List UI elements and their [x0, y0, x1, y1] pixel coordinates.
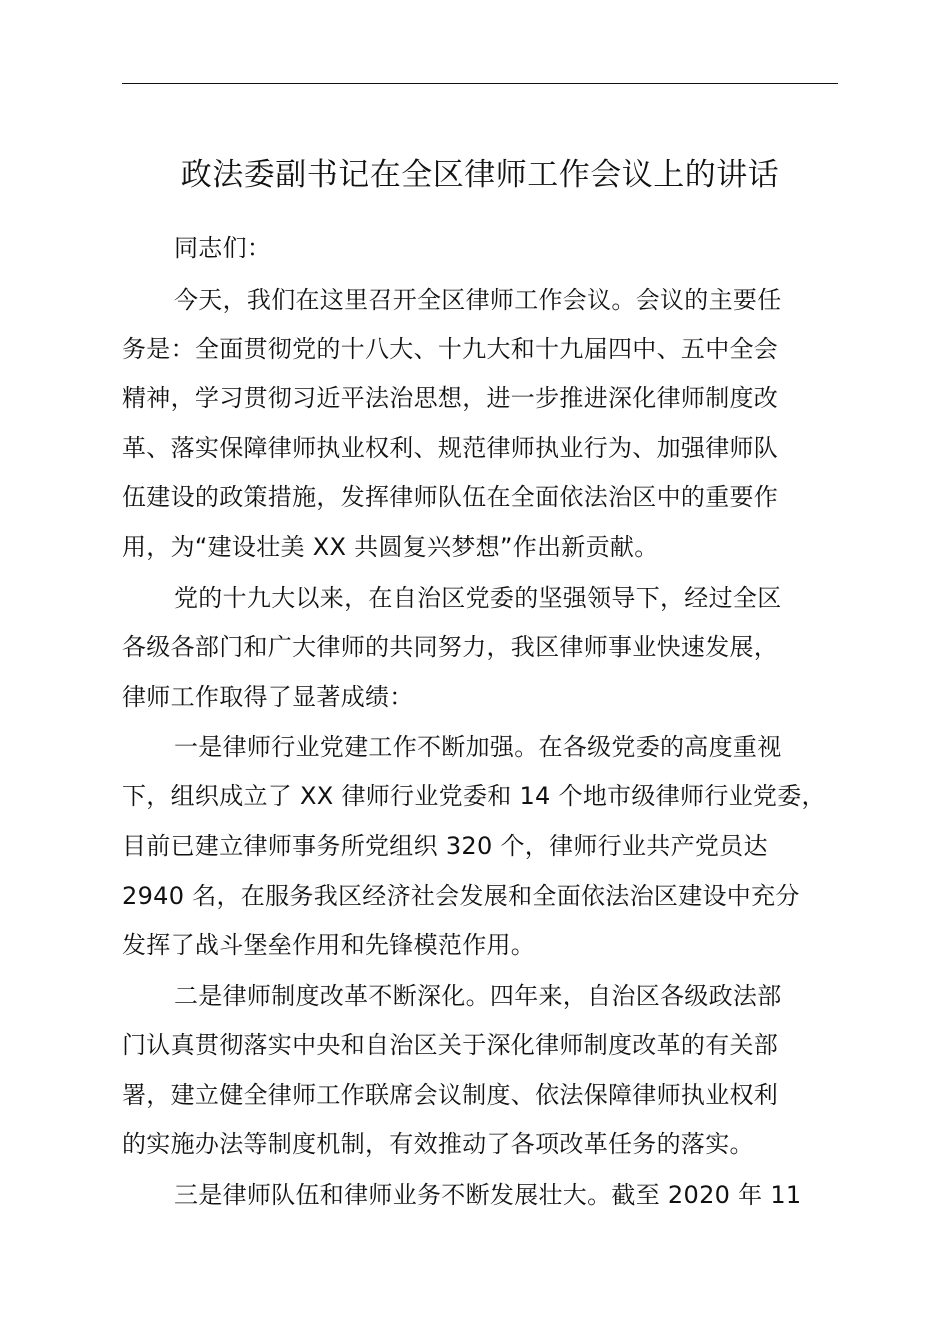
paragraph-line: 门认真贯彻落实中央和自治区关于深化律师制度改革的有关部 [122, 1031, 779, 1059]
paragraph-line: 律师工作取得了显著成绩： [122, 683, 414, 711]
paragraph-line: 2940 名，在服务我区经济社会发展和全面依法治区建设中充分 [122, 882, 800, 910]
paragraph-line: 下，组织成立了 XX 律师行业党委和 14 个地市级律师行业党委， [122, 782, 826, 810]
paragraph-line: 三是律师队伍和律师业务不断发展壮大。截至 2020 年 11 [174, 1181, 802, 1209]
paragraph-line: 目前已建立律师事务所党组织 320 个，律师行业共产党员达 [122, 832, 768, 860]
paragraph-line: 伍建设的政策措施，发挥律师队伍在全面依法治区中的重要作 [122, 483, 779, 511]
paragraph-line: 的实施办法等制度机制，有效推动了各项改革任务的落实。 [122, 1130, 754, 1158]
paragraph-line: 用，为“建设壮美 XX 共圆复兴梦想”作出新贡献。 [122, 533, 659, 561]
paragraph-line: 务是：全面贯彻党的十八大、十九大和十九届四中、五中全会 [122, 335, 779, 363]
paragraph-line: 二是律师制度改革不断深化。四年来，自治区各级政法部 [174, 982, 782, 1010]
paragraph-line: 精神，学习贯彻习近平法治思想，进一步推进深化律师制度改 [122, 384, 779, 412]
paragraph-line: 署，建立健全律师工作联席会议制度、依法保障律师执业权利 [122, 1081, 779, 1109]
salutation-line: 同志们： [174, 234, 272, 262]
paragraph-line: 各级各部门和广大律师的共同努力，我区律师事业快速发展， [122, 633, 779, 661]
paragraph-line: 一是律师行业党建工作不断加强。在各级党委的高度重视 [174, 733, 782, 761]
paragraph-line: 发挥了战斗堡垒作用和先锋模范作用。 [122, 931, 536, 959]
paragraph-line: 革、落实保障律师执业权利、规范律师执业行为、加强律师队 [122, 434, 779, 462]
document-title: 政法委副书记在全区律师工作会议上的讲话 [180, 157, 780, 193]
header-rule [122, 83, 838, 84]
paragraph-line: 党的十九大以来，在自治区党委的坚强领导下，经过全区 [174, 584, 782, 612]
paragraph-line: 今天，我们在这里召开全区律师工作会议。会议的主要任 [174, 286, 782, 314]
